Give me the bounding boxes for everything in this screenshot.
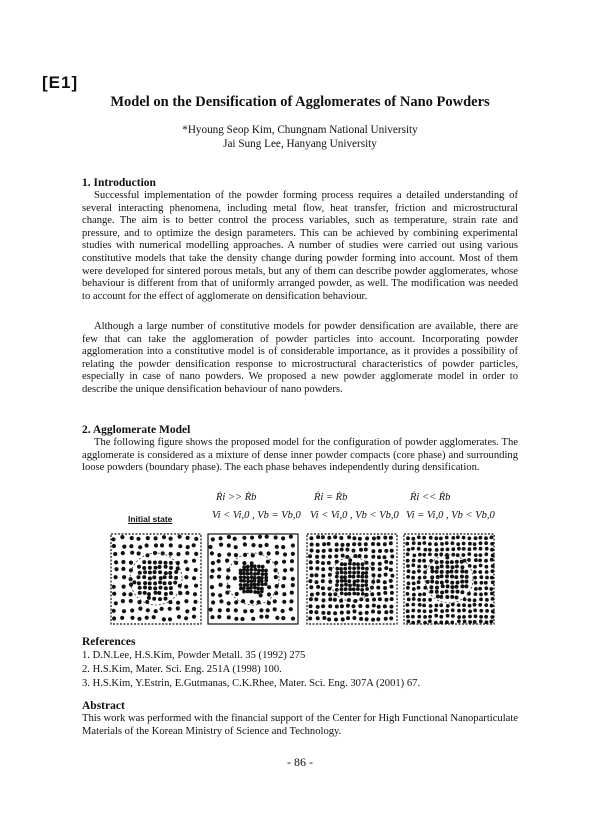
panel-initial-state [110, 533, 202, 625]
intro-paragraph-2: Although a large number of constitutive models for powder densification are available, there are few that can take the agglomeration of powder particles into account. Incorporating powder agglomeration into a constitutive model is of considerable importance, as it provides a possibility of relating the powder densification response to microstructural characteristics of powder particles, especially in case of nano powders. We proposed a new powder agglomerate model in order to describe the unique densification behaviour of nano powders. [82, 321, 518, 395]
condition-rate-3: Ṙi << Ṙb [410, 492, 451, 503]
reference-item-1: 1. D.N.Lee, H.S.Kim, Powder Metall. 35 (1992) 275 [82, 650, 306, 661]
condition-rate-2: Ṙi = Ṙb [314, 492, 348, 503]
references-heading: References [82, 636, 136, 648]
initial-state-label: Initial state [128, 514, 173, 524]
reference-item-2: 2. H.S.Kim, Mater. Sci. Eng. 251A (1998) 100. [82, 664, 282, 675]
reference-item-3: 3. H.S.Kim, Y.Estrin, E.Gutmanas, C.K.Rhee, Mater. Sci. Eng. 307A (2001) 67. [82, 678, 421, 689]
condition-vol-1: Vi < Vi,0 , Vb = Vb,0 [212, 510, 301, 521]
author-line-1: *Hyoung Seop Kim, Chungnam National University [182, 124, 418, 136]
panel-boundary-densified [403, 533, 495, 625]
condition-vol-3: Vi = Vi,0 , Vb < Vb,0 [406, 510, 495, 521]
condition-vol-2: Vi < Vi,0 , Vb < Vb,0 [310, 510, 399, 521]
condition-rate-1: Ṙi >> Ṙb [216, 492, 257, 503]
author-line-2: Jai Sung Lee, Hanyang University [223, 138, 377, 150]
model-paragraph: The following figure shows the proposed model for the configuration of powder agglomerates. The agglomerate is considered as a mixture of dense inner powder compacts (core phase) and surrounding loose powders (boundary phase). The each phase behaves independently during densification. [82, 437, 518, 474]
intro-paragraph-1: Successful implementation of the powder forming process requires a detailed understanding of several interacting phenomena, including metal flow, heat transfer, friction and microstructural change. The aim is to better control the process variables, such as temperature, strain rate and pressure, and to optimize the design parameters. This can be achieved by combining experimental studies with numerical modelling approaches. A number of studies were carried out using various constitutive models that take the density change during powder forming into account. Most of them were developed for sintered porous metals, but any of them can describe powder agglomerates, whose behaviour is different from that of uniformly arranged powder, as well. The modification was needed to account for the effect of agglomerate on densification behaviour. [82, 190, 518, 302]
panel-equal-densification [306, 533, 398, 625]
abstract-text: This work was performed with the financial support of the Center for High Functional Nanoparticulate Materials of the Korean Ministry of Science and Technology. [82, 713, 518, 737]
abstract-heading: Abstract [82, 700, 125, 712]
intro-heading: 1. Introduction [82, 177, 156, 189]
panel-core-densified [207, 533, 299, 625]
section-tag: [E1] [42, 73, 79, 92]
page-number: - 86 - [287, 755, 313, 769]
paper-title: Model on the Densification of Agglomerates of Nano Powders [110, 94, 490, 110]
model-heading: 2. Agglomerate Model [82, 424, 191, 436]
